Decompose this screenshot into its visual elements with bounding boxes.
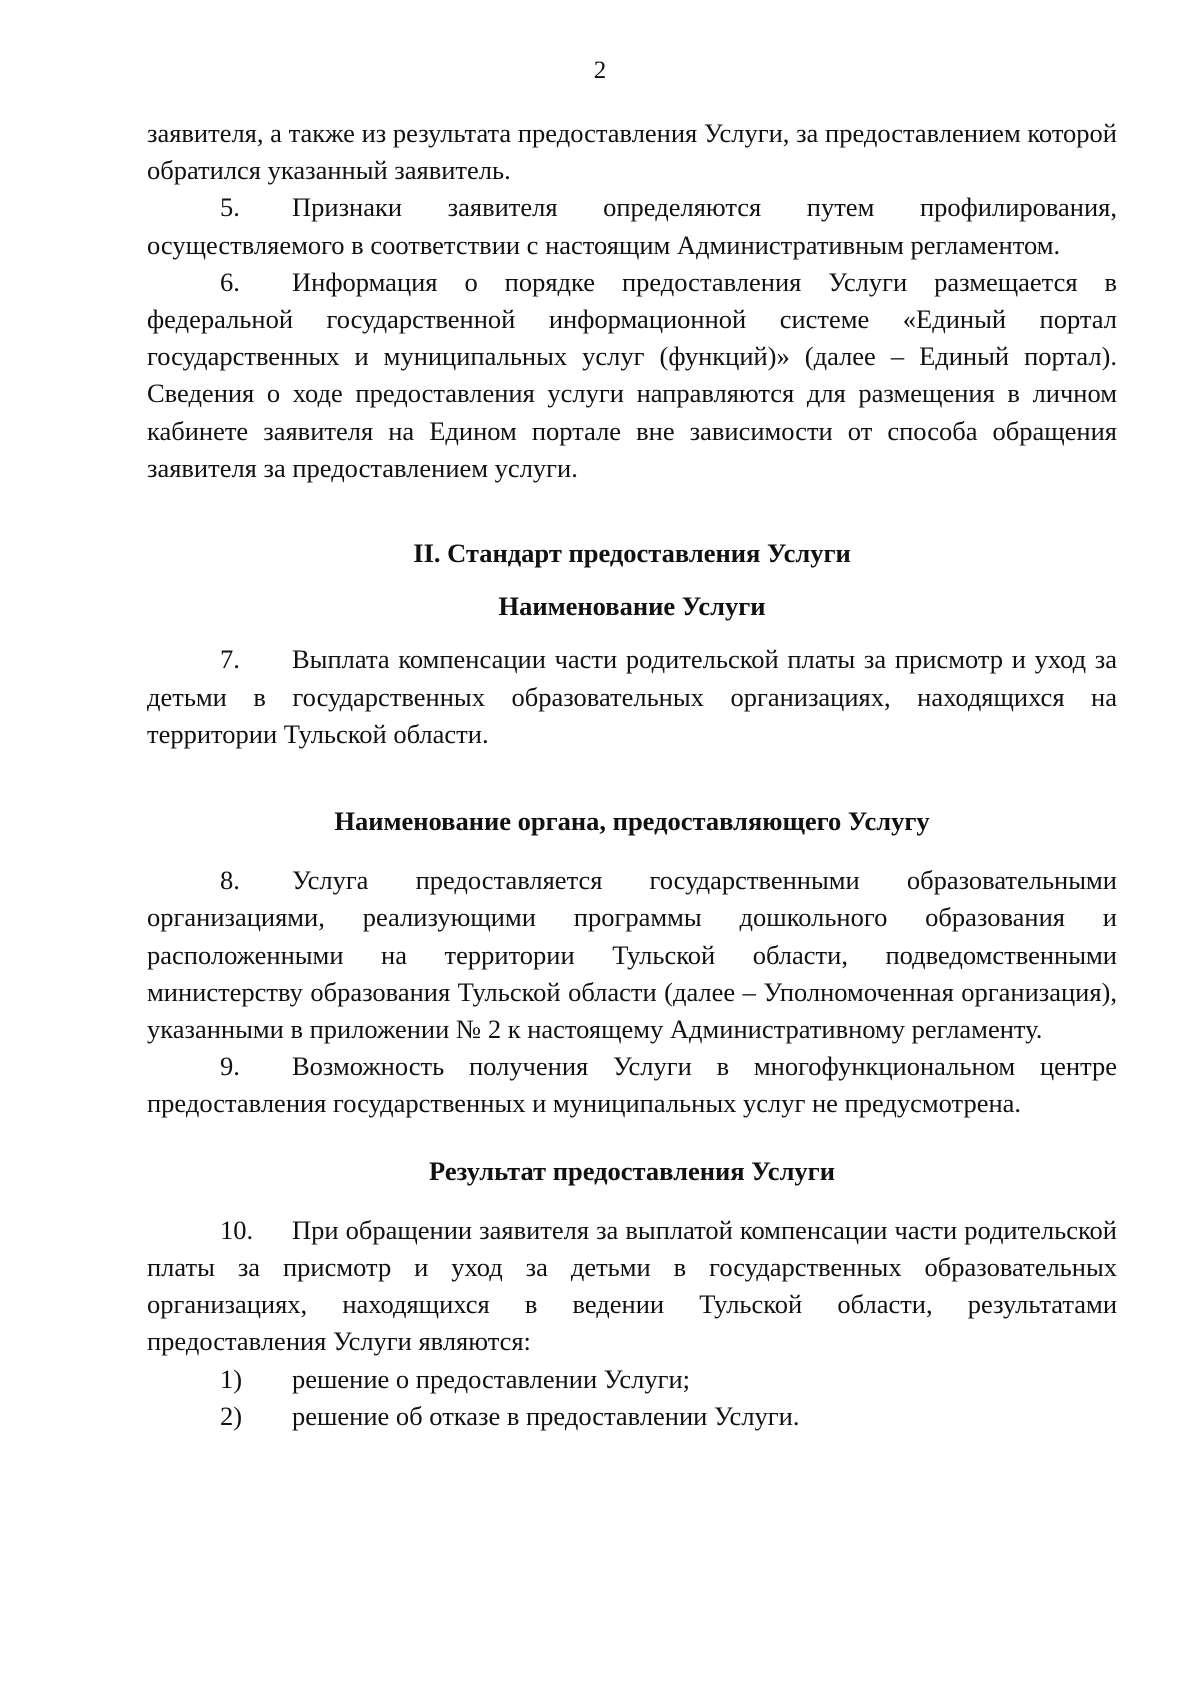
result-list-item — [147, 1361, 1117, 1398]
paragraph-item-10 — [147, 1212, 1117, 1361]
item-6-number: 6. — [220, 266, 240, 297]
result-1-number: 1) — [220, 1363, 243, 1394]
item-10-text: При обращении заявителя за выплатой компенсации части родительской платы за присмотр и уход за детьми в государственных образовательных организациях, находящихся в ведении Тульской области, результатами предоставления Услуги являются: — [147, 1214, 1117, 1357]
paragraph-item-8 — [147, 862, 1117, 1048]
heading-authority: Наименование органа, предоставляющего Услугу — [334, 806, 930, 837]
section-2-title: II. Стандарт предоставления Услуги — [413, 538, 851, 569]
item-7-text: Выплата компенсации части родительской платы за присмотр и уход за детьми в государственных образовательных организациях, находящихся на территории Тульской области. — [147, 644, 1117, 749]
item-8-number: 8. — [220, 865, 240, 896]
heading-service-name: Наименование Услуги — [498, 591, 766, 622]
item-10-number: 10. — [220, 1214, 254, 1245]
paragraph-item-6 — [147, 264, 1117, 487]
document-body — [147, 115, 1117, 1435]
item-9-number: 9. — [220, 1051, 240, 1082]
item-6-text: Информация о порядке предоставления Услуги размещается в федеральной государственной информационной системе «Единый портал государственных и муниципальных услуг (функций)» (далее – Единый портал). Сведения о ходе предоставления услуги направляются для размещения в личном кабинете заявителя на Едином портале вне зависимости от способа обращения заявителя за предоставлением услуги. — [147, 266, 1117, 483]
intro-continuation: заявителя, а также из результата предоставления Услуги, за предоставлением которой обратился указанный заявитель. — [147, 118, 1117, 186]
heading-result: Результат предоставления Услуги — [429, 1155, 835, 1186]
paragraph-item-9 — [147, 1048, 1117, 1122]
item-9-text: Возможность получения Услуги в многофункциональном центре предоставления государственных и муниципальных услуг не предусмотрена. — [147, 1051, 1117, 1119]
paragraph-item-7 — [147, 641, 1117, 753]
item-5-text: Признаки заявителя определяются путем профилирования, осуществляемого в соответствии с настоящим Административным регламентом. — [147, 192, 1117, 260]
result-2-text: решение об отказе в предоставлении Услуги. — [292, 1400, 800, 1431]
item-7-number: 7. — [220, 644, 240, 675]
item-5-number: 5. — [220, 192, 240, 223]
paragraph-item-5 — [147, 189, 1117, 263]
item-8-text: Услуга предоставляется государственными образовательными организациями, реализующими программы дошкольного образования и расположенными на территории Тульской области, подведомственными министерству образования Тульской области (далее – Уполномоченная организация), указанными в приложении № 2 к настоящему Административному регламенту. — [147, 865, 1117, 1045]
result-1-text: решение о предоставлении Услуги; — [292, 1363, 691, 1394]
page-number: 2 — [593, 57, 607, 84]
result-2-number: 2) — [220, 1400, 243, 1431]
result-list-item — [147, 1398, 1117, 1435]
